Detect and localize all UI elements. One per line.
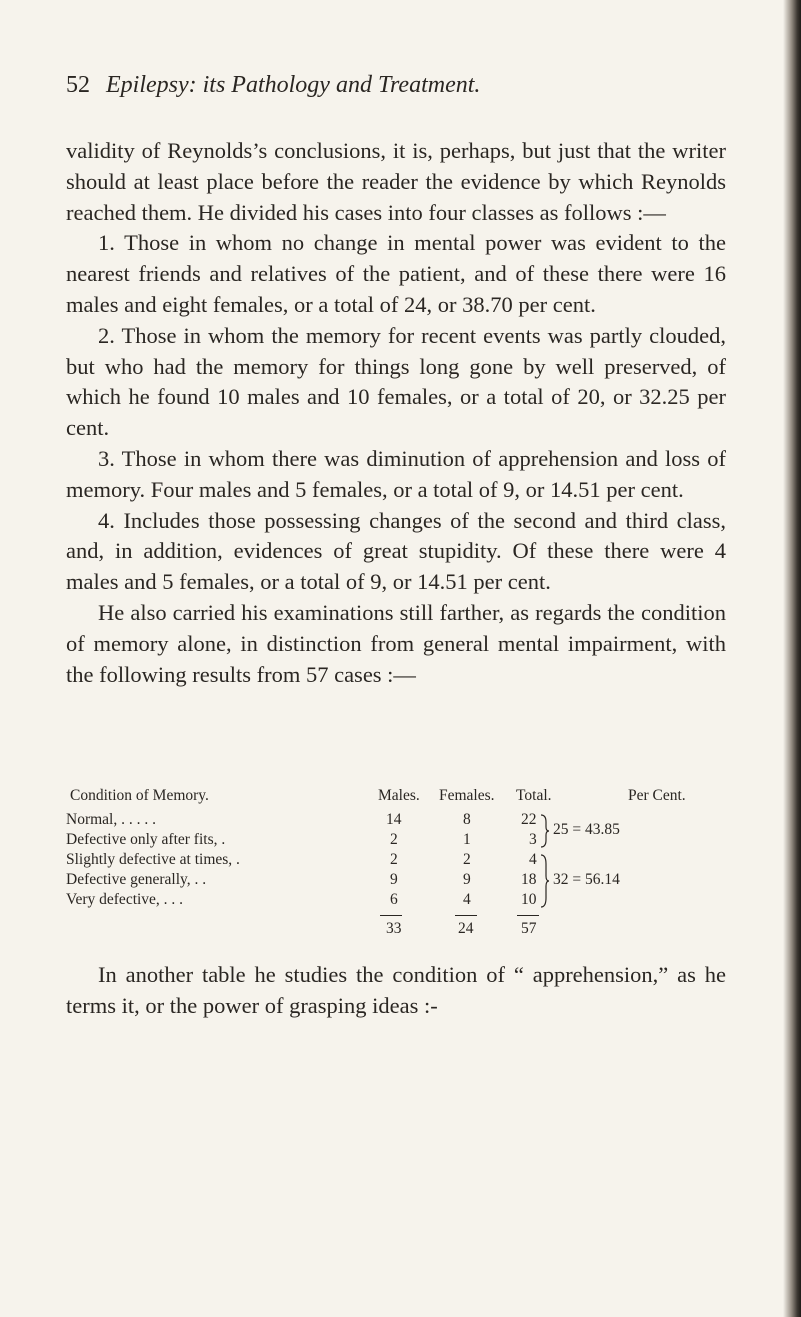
row-females: 2 (463, 851, 471, 868)
row-total: 22 (521, 811, 537, 828)
running-header (66, 70, 706, 100)
paragraph-class-3: 3. Those in whom there was diminution of apprehension and loss of memory. Four males and 5 females, or a total of 9, or 14.51 per cent. (66, 445, 726, 502)
total-females: 24 (458, 920, 474, 937)
paragraph-class-1: 1. Those in whom no change in mental power was evident to the nearest friends and relatives of the patient, and of these there were 16 males and eight females, or a total of 24, or 38.70 per cent. (66, 230, 726, 317)
row-condition: Slightly defective at times, . (66, 851, 240, 868)
memory-table (66, 786, 726, 916)
closing-text (66, 960, 726, 1022)
sum-rule-females (455, 915, 477, 916)
row-males: 6 (390, 891, 398, 908)
brace-group-2 (540, 854, 550, 915)
group-percent-defective: 32 = 56.14 (553, 871, 620, 888)
row-males: 2 (390, 851, 398, 868)
paragraph: He also carried his examinations still farther, as regards the condition of memory alone, in distinction from general mental impairment, with the following results from 57 cases :— (66, 599, 726, 687)
total-males: 33 (386, 920, 402, 937)
paragraph-class-4: 4. Includes those possessing changes of the second and third class, and, in addition, evidences of great stupidity. Of these there were 4 males and 5 females, or a total of 9, or 14.51 per cent. (66, 507, 726, 595)
row-males: 9 (390, 871, 398, 888)
row-condition: Very defective, . . . (66, 891, 184, 908)
row-condition: Normal, . . . . . (66, 811, 156, 828)
row-females: 8 (463, 811, 471, 828)
row-females: 4 (463, 891, 471, 908)
body-text (66, 136, 726, 690)
row-females: 1 (463, 831, 471, 848)
running-title: Epilepsy: its Pathology and Treatment. (106, 72, 481, 98)
row-males: 14 (386, 811, 402, 828)
group-percent-normal: 25 = 43.85 (553, 821, 620, 838)
row-total: 18 (521, 871, 537, 888)
column-header-males: Males. (378, 787, 420, 804)
row-condition: Defective generally, . . (66, 871, 207, 888)
row-males: 2 (390, 831, 398, 848)
sum-rule-males (380, 915, 402, 916)
book-spine-shadow (783, 0, 801, 1317)
page-number: 52 (66, 72, 90, 98)
paragraph-class-2: 2. Those in whom the memory for recent events was partly clouded, but who had the memory for things long gone by well preserved, of which he found 10 males and 10 females, or a total of 20, or 32.25 per cent. (66, 322, 726, 441)
column-header-females: Females. (439, 787, 495, 804)
column-header-condition: Condition of Memory. (70, 787, 209, 804)
column-header-total: Total. (516, 787, 552, 804)
paragraph: validity of Reynolds’s conclusions, it is, perhaps, but just that the writer should at least place before the reader the evidence by which Reynolds reached them. He divided his cases into four classes as follows :— (66, 138, 726, 225)
total-cases: 57 (521, 920, 537, 937)
brace-group-1 (540, 814, 550, 855)
row-total: 4 (529, 851, 537, 868)
row-females: 9 (463, 871, 471, 888)
paragraph: In another table he studies the condition of “ apprehension,” as he terms it, or the power of grasping ideas :- (66, 962, 726, 1018)
row-total: 10 (521, 891, 537, 908)
row-total: 3 (529, 831, 537, 848)
row-condition: Defective only after fits, . (66, 831, 226, 848)
sum-rule-total (517, 915, 539, 916)
column-header-percent: Per Cent. (628, 787, 686, 804)
